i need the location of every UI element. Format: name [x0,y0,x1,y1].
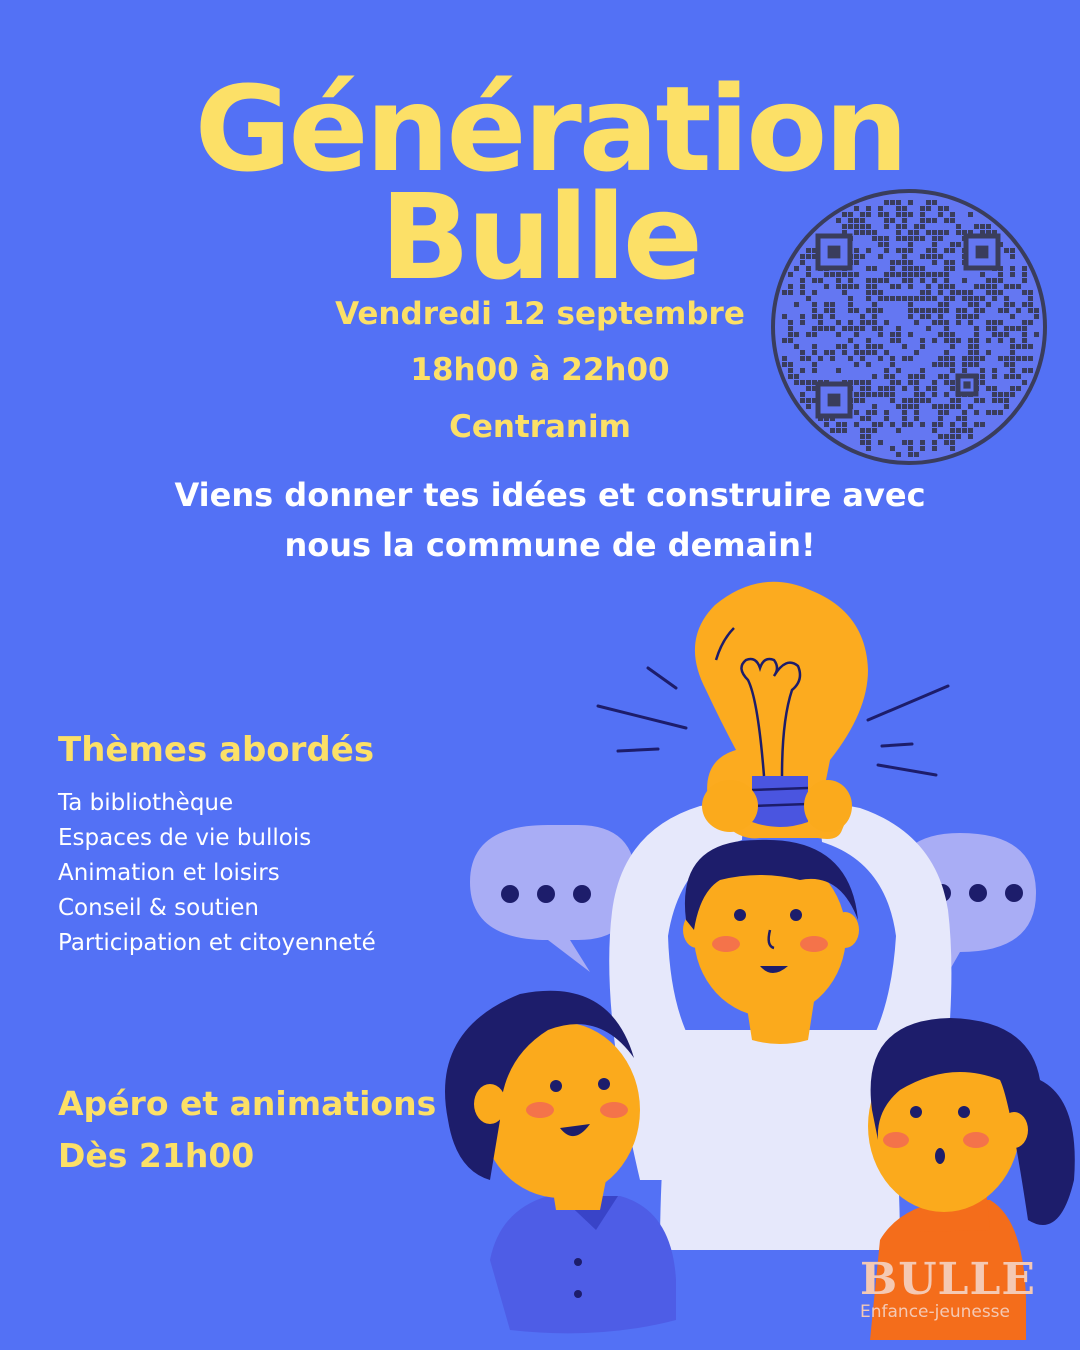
list-item: Participation et citoyenneté [58,930,376,956]
apero-line-2: Dès 21h00 [58,1136,255,1175]
tagline-line-2: nous la commune de demain! [284,526,816,564]
title-line-2: Bulle [380,168,700,306]
title-line-1: Génération [194,60,906,198]
event-place: Centranim [449,409,631,445]
themes-heading: Thèmes abordés [58,730,375,770]
people-idea-illustration [430,570,1080,1350]
themes-list [58,786,376,961]
logo-name: BULLE [860,1254,1036,1305]
list-item: Ta bibliothèque [58,790,234,816]
list-item: Conseil & soutien [58,895,259,921]
list-item: Animation et loisirs [58,860,280,886]
list-item: Espaces de vie bullois [58,825,312,851]
tagline-line-1: Viens donner tes idées et construire avec [174,476,926,514]
tagline [0,470,1080,570]
qr-code-icon[interactable] [770,188,1048,466]
bulle-logo [858,1250,1036,1330]
event-date: Vendredi 12 septembre [335,296,745,332]
lightbulb-icon [695,582,868,839]
apero-line-1: Apéro et animations [58,1084,437,1123]
logo-subtitle: Enfance-jeunesse [860,1302,1010,1322]
event-time: 18h00 à 22h00 [410,352,670,388]
